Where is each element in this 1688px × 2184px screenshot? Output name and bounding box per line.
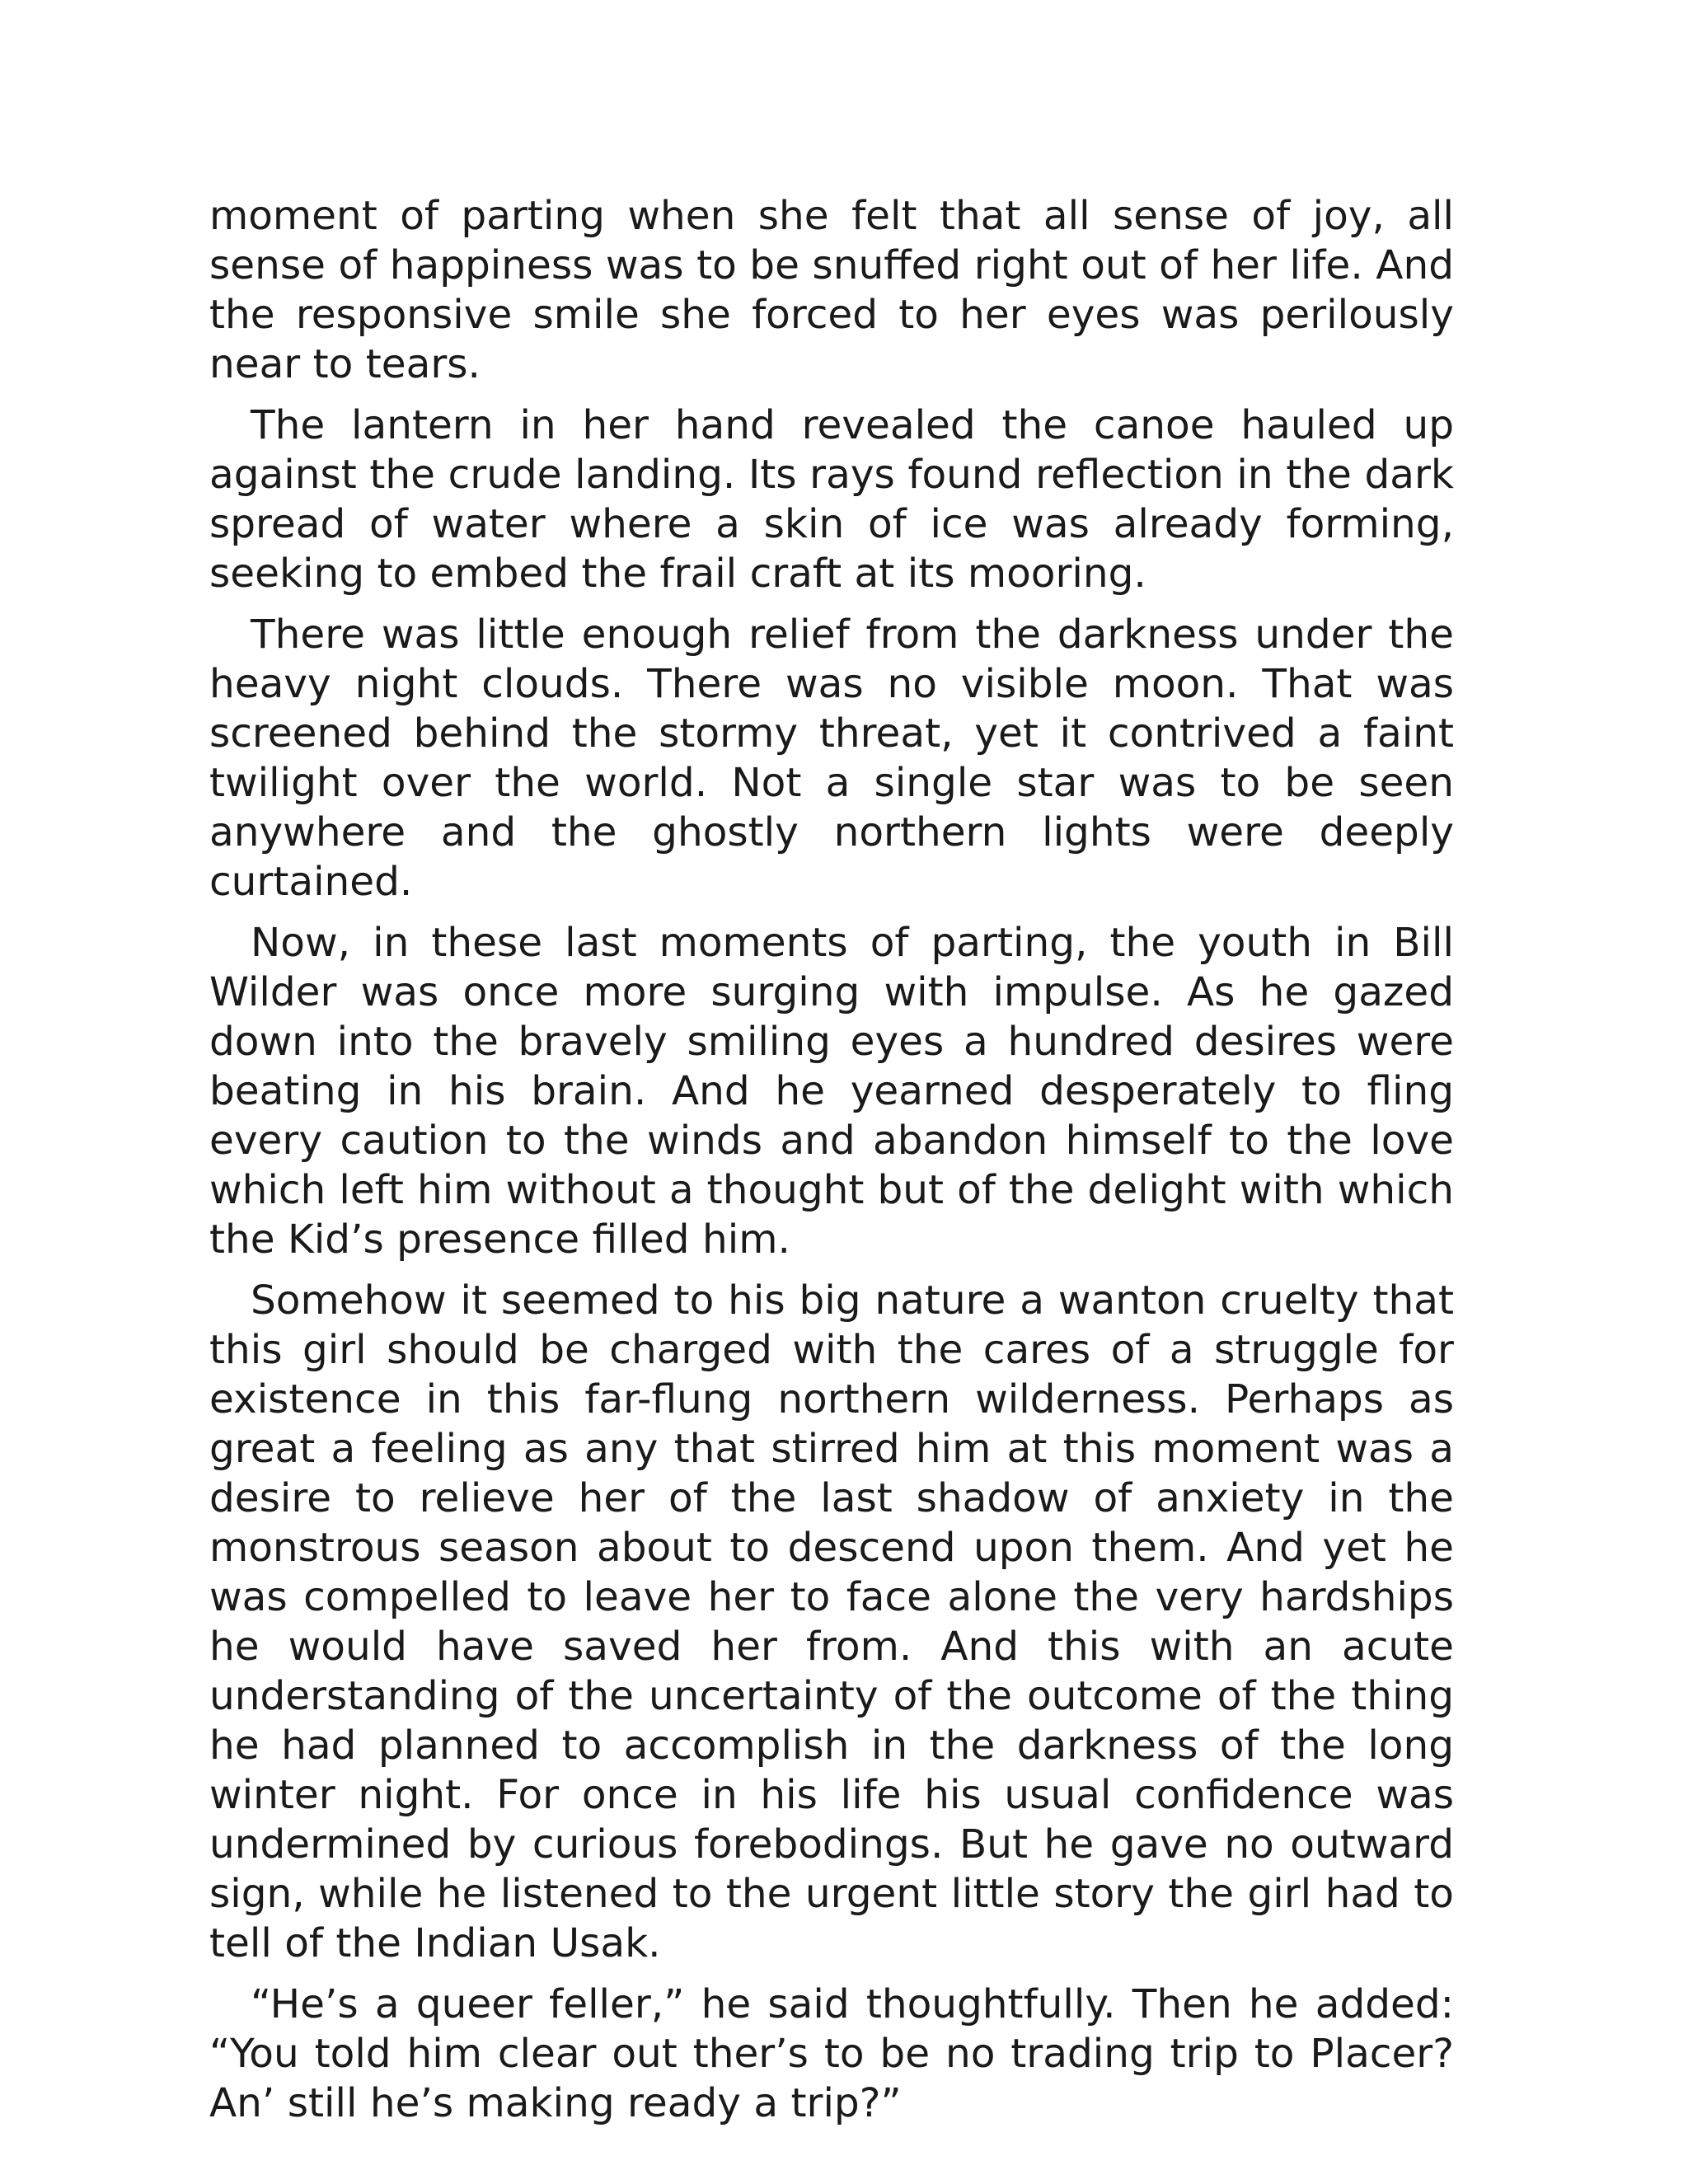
paragraph-6: “He’s a queer feller,” he said thoughtfully. Then he added: “You told him clear out ther’s to be no trading trip to Placer? An’ still he’s making ready a trip?” (209, 1981, 1454, 2126)
paragraph-5: Somehow it seemed to his big nature a wanton cruelty that this girl should be charged with the cares of a struggle for existence in this far-flung northern wilderness. Perhaps as great a feeling as any that stirred him at this moment was a desire to relieve her of the last shadow of anxiety in the monstrous season about to descend upon them. And yet he was compelled to leave her to face alone the very hardships he would have saved her from. And this with an acute understanding of the uncertainty of the outcome of the thing he had planned to accomplish in the darkness of the long winter night. For once in his life his usual confidence was undermined by curious forebodings. But he gave no outward sign, while he listened to the urgent little story the girl had to tell of the Indian Usak. (209, 1277, 1454, 1966)
paragraph-1: moment of parting when she felt that all sense of joy, all sense of happiness was to be snuffed right out of her life. And the responsive smile she forced to her eyes was perilously near to tears. (209, 193, 1454, 387)
paragraph-2: The lantern in her hand revealed the canoe hauled up against the crude landing. Its rays found reflection in the dark spread of water where a skin of ice was already forming, seeking to embed the frail craft at its mooring. (209, 402, 1454, 597)
paragraph-4: Now, in these last moments of parting, the youth in Bill Wilder was once more surging with impulse. As he gazed down into the bravely smiling eyes a hundred desires were beating in his brain. And he yearned desperately to fling every caution to the winds and abandon himself to the love which left him without a thought but of the delight with which the Kid’s presence filled him. (209, 920, 1454, 1263)
book-page (209, 191, 1454, 2139)
paragraph-3: There was little enough relief from the darkness under the heavy night clouds. There was no visible moon. That was screened behind the stormy threat, yet it contrived a faint twilight over the world. Not a single star was to be seen anywhere and the ghostly northern lights were deeply curtained. (209, 612, 1454, 905)
